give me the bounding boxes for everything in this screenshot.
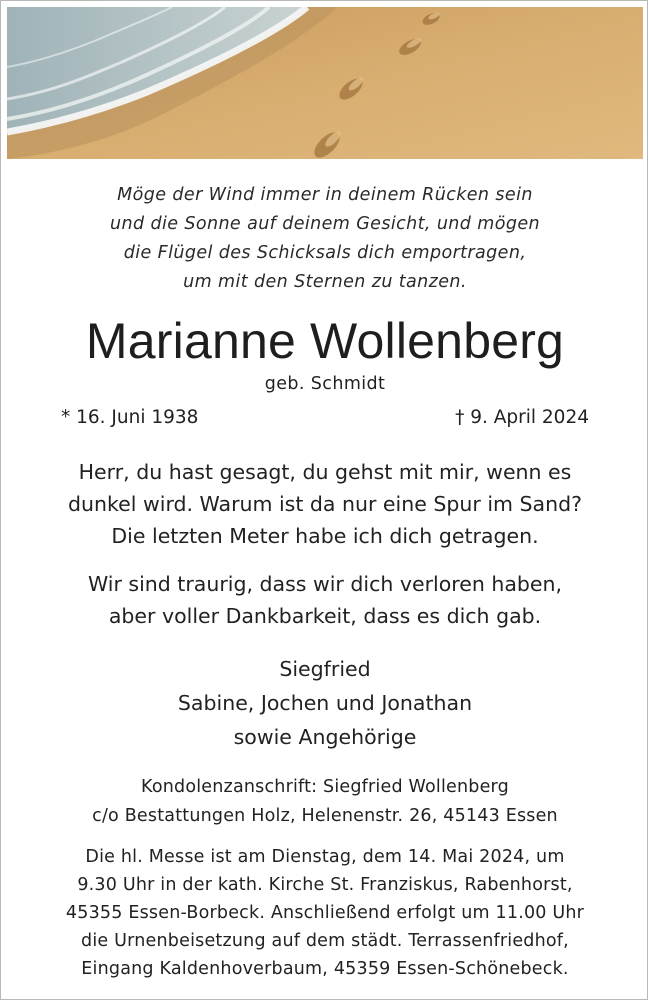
poem (1, 181, 648, 297)
poem-line: um mit den Sternen zu tanzen. (183, 272, 467, 292)
poem-line: Möge der Wind immer in deinem Rücken sein (117, 185, 533, 205)
mourner-line: Siegfried (279, 657, 371, 681)
funeral-service-info (1, 843, 648, 983)
life-dates (1, 404, 648, 432)
poem-line: die Flügel des Schicksals dich emportragen, (123, 243, 527, 263)
verse-line: aber voller Dankbarkeit, dass es dich gab. (108, 604, 542, 628)
death-date: † 9. April 2024 (455, 407, 589, 428)
verse-line: Wir sind traurig, dass wir dich verloren haben, (87, 572, 563, 596)
service-line: Eingang Kaldenhoverbaum, 45359 Essen-Schönebeck. (81, 959, 569, 979)
mourner-line: sowie Angehörige (233, 725, 417, 749)
condolence-address (1, 773, 648, 831)
verse-line: Herr, du hast gesagt, du gehst mit mir, wenn es (78, 460, 572, 484)
address-line: c/o Bestattungen Holz, Helenenstr. 26, 45143 Essen (92, 806, 558, 826)
birth-date: * 16. Juni 1938 (61, 407, 199, 428)
verse-line: Die letzten Meter habe ich dich getragen. (111, 524, 539, 548)
service-line: 9.30 Uhr in der kath. Kirche St. Franziskus, Rabenhorst, (77, 875, 573, 895)
maiden-name: geb. Schmidt (264, 374, 386, 394)
deceased-name: Marianne Wollenberg (85, 313, 565, 369)
service-line: die Urnenbeisetzung auf dem städt. Terrassenfriedhof, (81, 931, 569, 951)
verse-gratitude (1, 568, 648, 632)
beach-footprints-image (7, 7, 643, 159)
verse-line: dunkel wird. Warum ist da nur eine Spur im Sand? (68, 492, 582, 516)
mourner-line: Sabine, Jochen und Jonathan (177, 691, 473, 715)
service-line: 45355 Essen-Borbeck. Anschließend erfolgt um 11.00 Uhr (65, 903, 585, 923)
service-line: Die hl. Messe ist am Dienstag, dem 14. Mai 2024, um (85, 847, 565, 867)
address-line: Kondolenzanschrift: Siegfried Wollenberg (141, 777, 509, 797)
poem-line: und die Sonne auf deinem Gesicht, und mögen (109, 214, 540, 234)
mourners (1, 652, 648, 754)
verse-footprints (1, 456, 648, 552)
